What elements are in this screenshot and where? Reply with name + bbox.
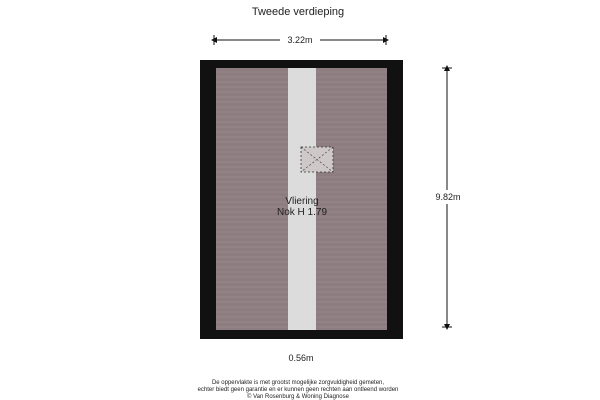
width-dimension (214, 32, 386, 46)
height-dimension (430, 68, 466, 327)
room-ridge-height: Nok H 1.79 (276, 207, 328, 218)
floor-title: Tweede verdieping (251, 6, 345, 18)
roof-hatch (301, 147, 333, 172)
room-name: Vliering (285, 196, 319, 207)
disclaimer-line-3: © Van Rosenburg & Woning Diagnose (247, 394, 349, 400)
width-label: 3.22m (287, 35, 313, 45)
bottom-measurement: 0.56m (288, 353, 314, 363)
disclaimer-line-2: echter biedt geen garantie en er kunnen geen rechten aan ontleend worden (197, 387, 399, 393)
disclaimer-line-1: De oppervlakte is met grootst mogelijke zorgvuldigheid gemeten, (211, 380, 385, 386)
height-label: 9.82m (435, 192, 461, 202)
